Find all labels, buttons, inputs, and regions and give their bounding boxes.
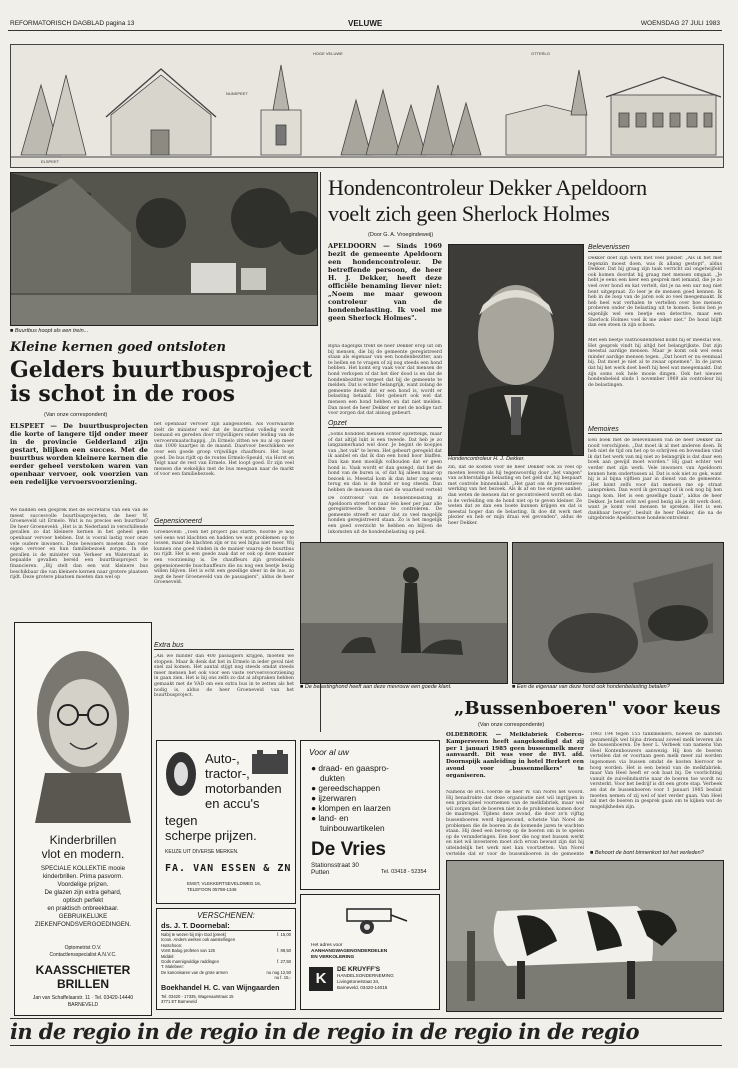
devries-item-text: ijzerwaren	[318, 793, 357, 803]
dog-body-5: Dekker doet zijn werk met veel plezier. „Als ik het met tegenzin moest doen, was ik allang gestopt", aldus Dekker. Dat hij graag zijn taak verricht zal ongetwijfeld ook komen doordat hij graag met mensen omgaat. „Je hebt je eens een keer een gesprek met iemand, die je zo veel over hond en kat vertelt, dat je na een uur nog niet bent uitgepraat. Zo leer je de mensen goed kennen. Ik heb in de loop van de jaren ook zo veel meegemaakt. Ik heb heel wat verhalen te vertellen over hoe mensen proberen onder de belasting uit te komen. Soms ben je eigenlijk wel een beetje een detective, maar een Sherlock Holmes voel ik me zeker niet." De hond blijft dan een steen in zijn schoen.	[588, 256, 722, 329]
devries-item-cont: tuinbouwartikelen	[320, 823, 385, 833]
bussen-body-1: Namens de BVL voerde de heer W. van Norel het woord. Hij benadrukte dat deze organisatie niet wil ingrijpen in een principieel voornemen van de melkfabriek, maar wel wil zorgen dat de boeren niet in de problemen komen door de maatregel. Tijdens deze avond, die door zo'n vijftig bussenboeren werd bijgewoond, schetste Van Norel de problemen die de boeren in de komende jaren te wachten staan. Hij deed een beroep op de boeren om in te spelen op de veranderingen. Een boer die nog met bussen werkt en niet wil investeren moet zich ervan bewust zijn dat hij uiteindelijk het werk niet kan voortzetten. Van Norel vertelde dat er voor de bussenboeren in de gemeente	[446, 790, 584, 856]
dogs-woman-caption: ■ De belastinghond heeft aan deze mevrouw een goede klant.	[300, 684, 452, 690]
kruyff-city: Barneveld, 03420-14015	[337, 985, 388, 990]
bus-lead: ELSPEET — De buurtbusprojecten die korte of langere tijd onder meer in de provincie Gelderland zijn gestart, blijken een succes. Met de buurtbus worden kleinere kernen die eerder geheel verstoken waren van openbaar vervoer, ook voorzien van een redelijke vervoersvoorziening.	[10, 422, 148, 486]
doornebal-address: Tel. 03420 - 17335, Wagenaarstraat 15	[161, 994, 234, 999]
banner-label-3: HOGE VELUWE	[313, 51, 343, 56]
ad-kaasschieter-brillen	[14, 622, 152, 1016]
brillen-name-2: BRILLEN	[57, 977, 109, 991]
auto-line-5: tegen	[165, 813, 198, 828]
cow-image	[447, 861, 723, 1011]
child-glasses-photo	[15, 623, 151, 823]
auto-tel: TELEFOON 05788-1346	[187, 887, 237, 892]
brillen-text-line: De glazen zijn extra gehard,	[44, 889, 122, 896]
bus-photo-image	[11, 173, 317, 325]
row-price: f. 15,00	[277, 932, 291, 937]
banner-label-4: OTTERLO	[531, 51, 550, 56]
doornebal-title: VERSCHENEN:	[197, 911, 255, 920]
trailer-icon	[339, 899, 409, 939]
devries-address: Stationsstraat 30	[311, 862, 359, 869]
dog-body-1: Bijna dagelijks trekt de heer Dekker erop uit om bij mensen, die bij de gemeente geregistreerd staan als eigenaar van een hondenbezitter, aan te bellen en te vragen of zij nog steeds een hond hebben. Het komt erg vaak voor dat mensen de hond verkopen of dat het dier dood is en dat de hondenbezitter vergeet dat bij de gemeente te melden. Dat is echter belangrijk, want zolang de gemeente denkt dat er een hond is, wordt er belasting betaald. Het gebeurt ook wel dat mensen een hond hebben en dat niet melden. Dan moet de heer Dekker er met de nodige tact voor zorgen dat dat alsnog gebeurt.	[328, 344, 442, 416]
row-price: nu f. 15,-	[274, 975, 291, 981]
auto-line-4: en accu's	[205, 796, 260, 811]
veluwe-banner-illustration	[10, 44, 724, 168]
kruyff-name: DE KRUYFF'S	[337, 966, 381, 973]
header-section: VELUWE	[348, 19, 383, 28]
cow-photo-caption: ■ Behoort de bont binnenkort tot het verleden?	[590, 850, 704, 856]
ad-de-vries-putten	[300, 740, 440, 890]
devries-item-text: draad- en gaaspro-	[318, 763, 389, 773]
doornebal-list	[161, 932, 291, 981]
brillen-text-line: en praktisch onbreekbaar.	[47, 905, 119, 912]
devries-list	[311, 763, 391, 833]
dog-basket-photo	[512, 542, 724, 684]
cow-photo	[446, 860, 724, 1012]
header-left: REFORMATORISCH DAGBLAD pagina 13	[10, 20, 135, 27]
bussen-headline: „Bussenboeren" voor keus	[454, 698, 721, 719]
dog-basket-image	[513, 543, 723, 683]
brillen-name-1: KAASSCHIETER	[35, 963, 131, 977]
auto-line-3: motorbanden	[205, 781, 282, 796]
doornebal-row	[161, 975, 291, 980]
auto-sub: KEUZE UIT DIVERSE MERKEN.	[165, 849, 239, 855]
banner-drawing	[11, 45, 723, 167]
doornebal-subtitle: ds. J. T. Doornebal:	[161, 921, 291, 931]
auto-address: EMST, VLEKKERTSEVELDWEG 16,	[187, 881, 261, 886]
kruyff-text-2: AANHANGWAGENONDERDELEN	[311, 949, 388, 954]
dog-body-6: Met een beetje vasthoudendheid komt hij er meestal wel. Het gesprek vindt hij altijd het belangrijkste. Dat zijn meestal aardige mensen. Maar je komt ook wel eens minder aardige mensen tegen. „Dat hoort er nu eenmaal bij. Dat moet je niet al te zwaar opnemen". In de jaren dat hij het werk doet heeft hij heel wat meegemaakt. Dat zijn soms ook hele mooie dingen. Ook het nieuwe hondenbeleid sinds 1 november 1969 als controleur bij de belastingen.	[588, 338, 722, 388]
devries-item-text: land- en	[318, 813, 349, 823]
bus-photo-caption: ■ Buurtbus hoopt als een trein...	[10, 328, 89, 334]
brillen-text-line: ZIEKENFONDSVERGOEDINGEN.	[34, 921, 132, 928]
devries-item-text: gereedschappen	[318, 783, 381, 793]
dogs-woman-image	[301, 543, 507, 683]
doornebal-row	[161, 970, 291, 975]
brillen-line-2: vlot en modern.	[41, 847, 125, 861]
dekker-portrait-image	[449, 245, 583, 455]
brillen-line-1: Kinderbrillen	[49, 833, 117, 847]
devries-city: Putten	[311, 869, 330, 877]
newspaper-page	[8, 18, 722, 1044]
dog-byline: (Door G. A. Vroegindeweij)	[368, 232, 434, 238]
devries-title: Voor al uw	[309, 747, 349, 757]
bussen-byline: (Van onze correspondente)	[478, 722, 545, 728]
bus-headline-2: is schot in de roos	[10, 381, 236, 407]
auto-line-2: tractor-,	[205, 766, 250, 781]
brillen-text	[15, 865, 151, 929]
row-title: Vorst Balog profeten van 125	[161, 948, 216, 954]
dog-body-4: zin, dat de kosten voor de heer Dekker ook zo veel op moeten leveren als hij tegenwoordig door „het vangen" van achterstallige belasting en het geld dat hij bespaart met controle binnenhaalt. „Het gaat om de preventieve werking van het bezoek. Als ik af en toe ergens aanbel, dan weten de mensen dat er gecontroleerd wordt en dan is de verleiding om de hond niet op te geven kleiner. Ze weten dat ze dan een boete kunnen krijgen en dat is meestal hoger dan de belasting. Ik doe dit werk met plezier en heb er mijn draai wel gevonden", aldus de heer Dekker.	[448, 465, 582, 526]
subhead-gepensioneerd: Gepensioneerd	[154, 518, 294, 526]
subhead-extra-bus: Extra bus	[154, 642, 294, 650]
kruyff-text-3: EN VERKOLERING	[311, 955, 355, 960]
subhead-belevenissen: Belevenissen	[588, 244, 722, 252]
devries-item: ● gereedschappen	[311, 783, 381, 793]
row-title: Nabij te wezen bij mijn God (preek)	[161, 932, 227, 937]
brillen-text-line: Voordelige prijzen.	[57, 881, 109, 888]
dog-body-7: Eén boek met de belevenissen van de heer Dekker zal nooit verschijnen. „Dat moet ik al met anderen doen. Ik heb niet de tijd om het op te schrijven en bovendien vind ik dat het werk van mij niet zo belangrijk is dat daar een boek aan gewijd moet worden." Hij gaat echter wel verder met zijn werk. Vele inwoners van Apeldoorn kennen hem ondertussen al. Dat is ook niet zo gek, want hij is al bijna vijftien jaar in dienst van de gemeente. „Het komt zelfs voor dat mensen me op straat aanspreken. Dan word ik gevraagd of ik ook nog bij hen langs kom. Het is een gezellige baan", aldus de heer Dekker. Je bent echt wel goed bezig als je dit werk doet, want je komt veel mensen te spreken. Het is een dankbaar beroep", besluit de heer Dekker, die na de uitgebreide Apeldoornse hondencontroleur.	[588, 438, 722, 522]
devries-tel: Tel. 03418 - 52354	[381, 869, 427, 875]
bus-body-1: We hadden een gesprek met de secretaris van één van de meest succesvolle buurtbusprojecten, de heer W. Groeneveld uit Ermelo. Wat is nu precies een buurtbus? De heer Groeneveld: „Het is in Nederland in verschillende gevallen zo dat kleinere kernen in het geheel geen openbaar vervoer hebben. Dat is vooral lastig voor onze vele oudere inwoners. Deze bewoners moeten dan voor eigen vervoer en hun familiebezoek zorgen. In die gevallen is de minister van Verkeer en Waterstaat in bepaalde gevallen bereid een buurtbusproject te financieren. „Bij stelt dan een wat kleinere bus beschikbaar die van kleinere kernen naar grotere plaatsen rijdt. Deze grotere plaatsen moeten dan wel op	[10, 508, 148, 581]
bus-body-3: Groeneveld: „Toen het project pas startte, hoorde je nog wel eens wat klachten en hadden we wat problemen op te lossen, maar de klachten zijn er nu wel bijna niet meer. Wij kunnen ons goed vinden in de manier waarop de buurtbus nu rijdt. Het is een goede zaak dat er ook op deze manier een voorziening is. De chauffeurs zijn grotendeels gepensioneerde buschauffeurs die nu nog een beetje bezig willen blijven. Het is echt een gezellige sfeer in de bus, zo zegt de heer Groeneveld van de passagiers", aldus de heer Groeneveld.	[154, 530, 294, 586]
dog-headline-1: Hondencontroleur Dekker Apeldoorn	[328, 175, 647, 200]
subhead-opzet: Opzet	[328, 420, 442, 428]
bus-body-2: het openbaar vervoer zijn aangesloten. Als voorwaarde stelt de minister wel dat de buurtbus volledig wordt bemand en gereden door vrijwilligers onder leiding van de vervoersmaatschappij. „In Ermelo zitten we nu al op meer dan 1000 kaartjes in de maand. Daarvoor beschikken we over een goede groep vrijwillige chauffeurs. Het loopt goed. De bus rijdt op de routes Ermelo-Speuld, via Horst en Telgt naar de rest van Ermelo. Het loopt goed. Er zijn veel mensen die wekelijks met de bus meegaan naar de markt of voor een familiebezoek.	[154, 422, 294, 478]
devries-item-cont: dukten	[320, 773, 345, 783]
devries-item: ● klompen en laarzen	[311, 803, 391, 813]
dogs-woman-photo	[300, 542, 508, 684]
brillen-text-line: kinderbrillen. Prima pasvorm.	[42, 873, 124, 880]
footer-regio-band	[10, 1018, 722, 1046]
brillen-contactlens: Contactlensspecialist A.N.V.C.	[49, 952, 117, 958]
doornebal-shop: Boekhandel H. C. van Wijngaarden	[161, 983, 280, 992]
doornebal-city: 3771 ET Barneveld	[161, 999, 197, 1005]
row-price: f. 27,50	[277, 959, 291, 965]
dekker-portrait-caption: Hondencontroleur H. J. Dekker.	[448, 456, 525, 462]
row-title: T. Malebeer:	[161, 964, 185, 970]
brillen-optometrist: Optometrist O.V.	[64, 945, 102, 951]
dog-basket-caption: ■ Een de eigenaar van deze hond ook hondenbelasting betalen?	[512, 684, 670, 690]
devries-name: De Vries	[311, 839, 386, 860]
brillen-text-line: SPECIALE KOLLEKTIE mooie	[40, 865, 126, 872]
bus-headline-1: Gelders buurtbusproject	[10, 357, 313, 383]
bus-byline: (Van onze correspondent)	[44, 412, 108, 418]
banner-label-2: NUNSPEET	[226, 91, 248, 96]
kruyff-address: Livingstonestraat 34,	[337, 979, 380, 984]
banner-label-1: ELSPEET	[41, 159, 60, 164]
devries-item: ● land- en	[311, 813, 349, 823]
brillen-city: BARNEVELD	[67, 1002, 99, 1008]
dog-body-2: „Soms hondden mensen echter opzettelijk, maar of dat altijd lukt is een tweede. Dat heb je zo langzamerhand wel door. Je begint de koopjes van „het vak" te leren. Het gebeurt geregeld dat ik aanbel en dat ik dan een hond hoor blaffen. Dan kan men moeilijk volhouden dat er geen hond is. Vaak wordt er dan gezegd, dat het de hond van de buren is, of dat hij alleen maar op bezoek is. Meestal kom ik dan later nog eens terug en dan is de hond er nog steeds. Dan hebben de mensen dus niet de waarheid verteld	[328, 432, 442, 493]
header-date: WOENSDAG 27 JULI 1983	[640, 20, 720, 27]
devries-item-text: klompen en laarzen	[318, 803, 391, 813]
row-title: Icoon. Anders werken ook aanstellingen	[161, 937, 236, 943]
bus-photo	[10, 172, 318, 326]
bussen-lead: OLDEBROEK — Melkfabriek Coberco-Kampersveen heeft aangekondigd dat zij per 1 januari 1985 geen bussenmelk meer aanvaardt. Dit was voor de BVL afd. Doornspijk aanleiding in hotel Herkert een avond voor „bussenmelkers" te organiseren.	[446, 732, 584, 779]
row-title: Gods mannigvuldige raddingen	[161, 959, 219, 965]
footer-regio-text: in de regio in de regio in de regio in de regio in de regio	[10, 1019, 639, 1044]
dog-body-3: De controleur van de hondenbelasting in Apeldoorn streeft er naar één keer per jaar alle geregistreerde honden te controleren. De gemeente streeft er naar dat zo veel mogelijk honden geregistreerd staan. Zo is het mogelijk een goed overzicht te hebben en blijven de inkomsten uit de hondenbelasting op peil.	[328, 496, 442, 535]
ad-boekhandel-wijngaarden	[156, 908, 296, 1010]
dog-lead: APELDOORN — Sinds 1969 bezit de gemeente Apeldoorn een hondencontroleur. De betreffende persoon, de heer H. J. Dekker, heeft deze officiële benaming liever niet: „Noem me maar gewoon controleur van de hondenbelasting. Ik voel me geen Sherlock Holmes".	[328, 242, 442, 322]
kruyff-logo-icon: K	[309, 967, 333, 991]
ad-van-essen-banden	[156, 740, 296, 904]
auto-company: FA. VAN ESSEN & ZN	[165, 863, 292, 874]
kruyff-text-1: Het adres voor	[311, 943, 343, 948]
ad-de-kruyffs	[300, 894, 440, 1010]
subhead-memoires: Memoires	[588, 426, 722, 434]
page-header	[8, 18, 722, 31]
dog-headline-2: voelt zich geen Sherlock Holmes	[328, 201, 610, 226]
row-price: nu nog 12,50	[266, 969, 291, 975]
devries-item: ● ijzerwaren	[311, 793, 357, 803]
row-title: De kanonisaren van de grote armen	[161, 969, 228, 975]
bus-body-4: „Als we minder dan 400 passagiers krijgen, moeten we stoppen. Maar ik denk dat het in Ermelo in ieder geval niet snel zal komen. Het aantal stijgt nog steeds omdat steeds meer mensen het ook voor een vaste vervoersvoorziening in gaan zien. Het is bij ons zelfs zo dat al afspraken hebben gemaakt met de VAD om een extra bus in te zetten als het nodig is, aldus de heer Groeneveld van het buurtbusproject.	[154, 654, 294, 699]
row-title: Hutschoon:	[161, 942, 183, 948]
auto-line-1: Auto-,	[205, 751, 240, 766]
auto-line-6: scherpe prijzen.	[165, 828, 257, 843]
bus-kicker: Kleine kernen goed ontsloten	[10, 340, 226, 355]
row-title: Middel:	[161, 953, 175, 959]
brillen-text-line: GEBRUIKELIJKE	[58, 913, 108, 920]
tire-icon	[163, 749, 203, 799]
brillen-address: Jan van Schaffelaarstr. 11 · Tel. 03420-14440	[32, 995, 134, 1001]
bussen-body-2: 1983 194 tegen 155 tankmelkers, hoewel de laatsten gezamenlijk wel bijna driemaal zoveel melk leveren als de bussenboeren. De heer L. Verbeek van namens Van Heel Kontenbouwers aanwezig. Hij kon de boeren vertellen dat er voortaan geen melk meer zal worden ingenomen via bussen omdat de kosten hiervoor te hoog worden. Het is een beleid van de melkfabriek, maar Van Heel heeft er ook baat bij. De voorlichting vanuit de zuivelindustrie naar de boeren toe wordt nu versterkt. Voor het bedrijf is dit een grote stap. Verbeek zei dat de bussenboeren voor 1 januari 1985 besluit moeten nemen of zij wel of niet verder gaan. Van Heel zal met de boeren in gesprek gaan om te kijken wat de mogelijkheden zijn.	[590, 732, 722, 810]
dekker-portrait	[448, 244, 584, 456]
devries-item: ● draad- en gaaspro-	[311, 763, 389, 773]
kruyff-sub: HANDELSONDERNEMING	[337, 973, 394, 978]
brillen-text-line: optisch perfekt	[62, 897, 104, 904]
row-price: f. 89,50	[277, 948, 291, 954]
